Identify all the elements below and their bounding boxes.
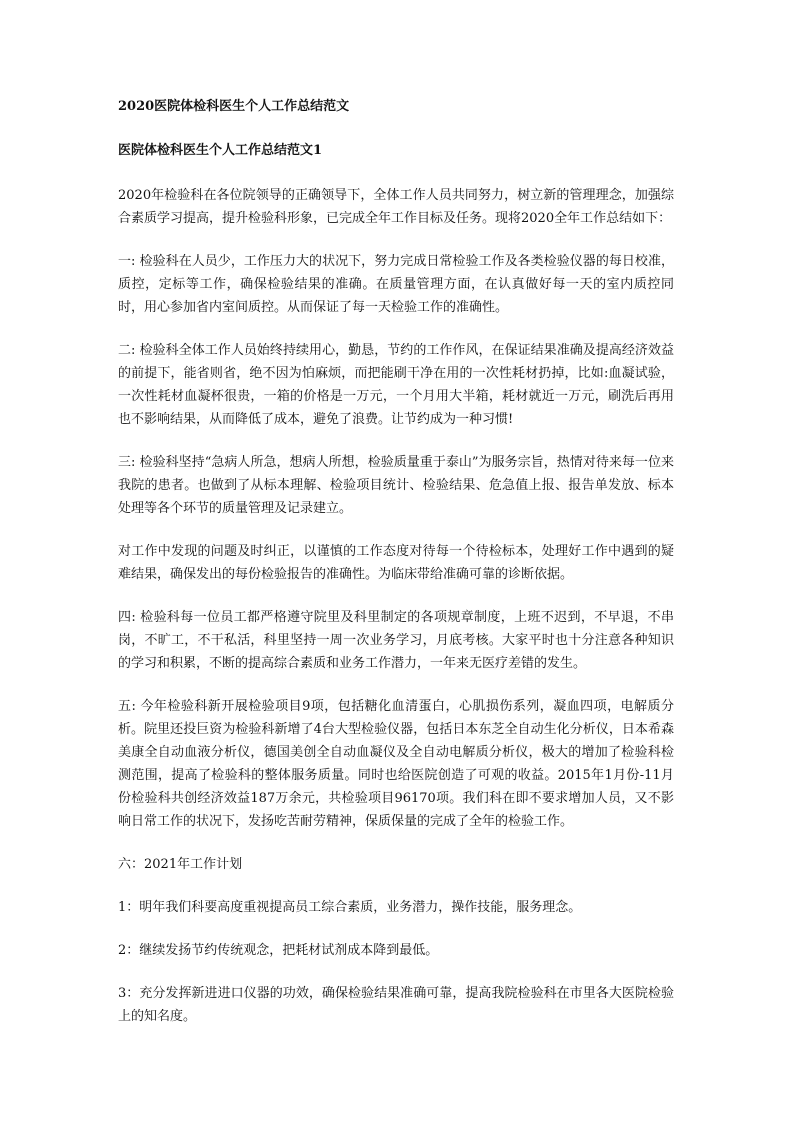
document-page [118,96,674,1048]
plan-item-2: 2：继续发扬节约传统观念，把耗材试剂成本降到最低。 [118,943,439,958]
paragraph-item-5: 五: 今年检验科新开展检验项目9项，包括糖化血清蛋白，心肌损伤系列，凝血四项，电解质分析。院里还投巨资为检验科新增了4台大型检验仪器，包括日本东芝全自动生化分析仪，日本希森美康全自动血液分析仪，德国美创全自动血凝仪及全自动电解质分析仪，极大的增加了检验科检测范围，提高了检验科的整体服务质量。同时也给医院创造了可观的收益。2015年1月份-11月份检验科共创经济效益187万余元，共检验项目96170项。我们科在即不要求增加人员，又不影响日常工作的状况下，发扬吃苦耐劳精神，保质保量的完成了全年的检验工作。 [118,699,674,829]
paragraph-item-3: 三: 检验科坚持“急病人所急，想病人所想，检验质量重于泰山”为服务宗旨，热情对待来每一位来我院的患者。也做到了从标本理解、检验项目统计、检验结果、危急值上报、报告单发放、标本处理等各个环节的质量管理及记录建立。 [118,455,674,516]
paragraph-item-3-continued: 对工作中发现的问题及时纠正，以谨慎的工作态度对待每一个待检标本，处理好工作中遇到的疑难结果，确保发出的每份检验报告的准确性。为临床带给准确可靠的诊断依据。 [118,544,674,582]
document-subtitle: 医院体检科医生个人工作总结范文1 [118,143,323,158]
paragraph-item-1: 一: 检验科在人员少，工作压力大的状况下，努力完成日常检验工作及各类检验仪器的每日校准，质控，定标等工作，确保检验结果的准确。在质量管理方面，在认真做好每一天的室内质控同时，用心参加省内室间质控。从而保证了每一天检验工作的准确性。 [118,254,674,315]
plan-item-3: 3：充分发挥新进进口仪器的功效，确保检验结果准确可靠，提高我院检验科在市里各大医院检验上的知名度。 [118,986,674,1024]
document-title: 2020医院体检科医生个人工作总结范文 [118,99,350,114]
paragraph-item-4: 四: 检验科每一位员工都严格遵守院里及科里制定的各项规章制度，上班不迟到，不早退，不串岗，不旷工，不干私活，科里坚持一周一次业务学习，月底考核。大家平时也十分注意各种知识的学习和积累，不断的提高综合素质和业务工作潜力，一年来无医疗差错的发生。 [118,610,674,671]
plan-heading: 六：2021年工作计划 [118,857,243,872]
intro-paragraph: 2020年检验科在各位院领导的正确领导下，全体工作人员共同努力，树立新的管理理念，加强综合素质学习提高，提升检验科形象，已完成全年工作目标及任务。现将2020全年工作总结如下： [118,188,674,226]
paragraph-item-2: 二: 检验科全体工作人员始终持续用心，勤恳，节约的工作作风，在保证结果准确及提高经济效益的前提下，能省则省，绝不因为怕麻烦，而把能刷干净在用的一次性耗材扔掉，比如:血凝试验，一次性耗材血凝杯很贵，一箱的价格是一万元，一个月用大半箱，耗材就近一万元，刷洗后再用也不影响结果，从而降低了成本，避免了浪费。让节约成为一种习惯! [118,343,674,427]
plan-item-1: 1：明年我们科要高度重视提高员工综合素质，业务潜力，操作技能，服务理念。 [118,900,582,915]
